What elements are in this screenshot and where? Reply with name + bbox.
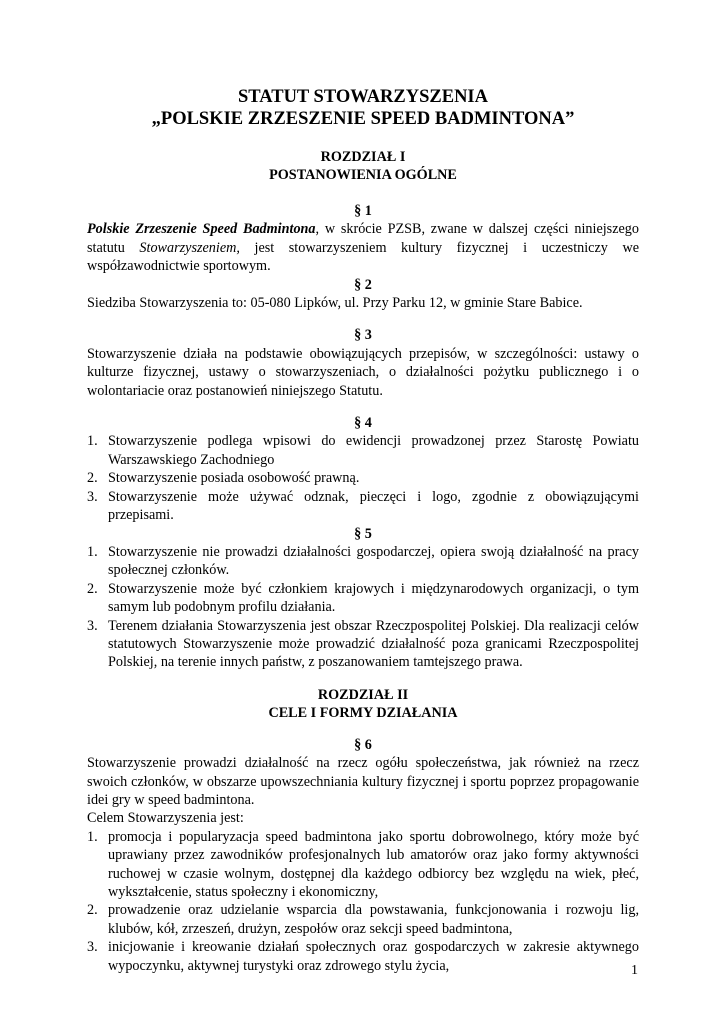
item-text: Stowarzyszenie podlega wpisowi do ewidencji prowadzonej przez Starostę Powiatu Warszawskiego Zachodniego <box>108 433 639 468</box>
list-item <box>87 617 639 672</box>
section-6-list <box>87 828 639 975</box>
section-1-heading: § 1 <box>354 203 372 219</box>
item-text: Stowarzyszenie może być członkiem krajowych i międzynarodowych organizacji, o tym samym lub podobnym profilu działania. <box>108 580 639 616</box>
item-text: inicjowanie i kreowanie działań społecznych oraz gospodarczych w zakresie aktywnego wypoczynku, aktywnej turystyki oraz zdrowego stylu życia, <box>108 939 639 974</box>
association-short-italic: Stowarzyszeniem, <box>139 239 240 256</box>
section-4-list <box>87 432 639 524</box>
section-5-list <box>87 543 639 672</box>
list-item <box>87 488 639 525</box>
item-text: Stowarzyszenie nie prowadzi działalności gospodarczej, opiera swoją działalność na pracy społecznej członków. <box>108 543 639 579</box>
list-item <box>87 828 639 902</box>
section-6-goal-label: Celem Stowarzyszenia jest: <box>87 810 244 827</box>
page-number: 1 <box>631 963 638 978</box>
association-name: Polskie Zrzeszenie Speed Badmintona <box>87 221 316 238</box>
section-1-text-a: , w skrócie PZSB, zwane w dalszej części niniejszego statutu <box>87 221 639 256</box>
list-item <box>87 938 639 975</box>
section-6-heading: § 6 <box>354 736 372 753</box>
chapter1-label: ROZDZIAŁ I <box>320 149 406 165</box>
item-number: 2. <box>87 580 98 597</box>
item-text: Terenem działania Stowarzyszenia jest obszar Rzeczpospolitej Polskiej. Dla realizacji celów statutowych Stowarzyszenie może prowadzić działalność poza granicami Rzeczpospolitej Polskiej, na terenie innych państw, z poszanowaniem tamtejszego prawa. <box>108 617 639 671</box>
document-title-line2: „POLSKIE ZRZESZENIE SPEED BADMINTONA” <box>151 109 575 129</box>
item-number: 1. <box>87 828 98 845</box>
item-number: 2. <box>87 902 98 919</box>
chapter1-name: POSTANOWIENIA OGÓLNE <box>269 167 457 183</box>
item-text: promocja i popularyzacja speed badmintona jako sportu dobrowolnego, który może być uprawiany przez zawodników profesjonalnych lub amatorów oraz jako formy aktywności ruchowej w czasie wolnym, dostępnej dla każdego odbiorcy bez względu na wiek, płeć, wykształcenie, status społeczny i ekonomiczny, <box>108 828 639 900</box>
item-number: 3. <box>87 939 98 956</box>
section-1-text <box>87 220 639 275</box>
item-number: 1. <box>87 433 98 450</box>
item-text: Stowarzyszenie może używać odznak, pieczęci i logo, zgodnie z obowiązującymi przepisami. <box>108 488 639 524</box>
item-number: 1. <box>87 543 98 560</box>
list-item <box>87 469 639 487</box>
section-1-text-b: jest stowarzyszeniem kultury fizycznej i uczestniczy we współzawodnictwie sportowym. <box>87 239 639 275</box>
item-number: 2. <box>87 470 98 487</box>
item-number: 3. <box>87 488 98 505</box>
section-2-heading: § 2 <box>354 276 372 293</box>
item-number: 3. <box>87 617 98 634</box>
section-2-text: Siedziba Stowarzyszenia to: 05-080 Lipków, ul. Przy Parku 12, w gminie Stare Babice. <box>87 295 583 312</box>
list-item <box>87 901 639 938</box>
list-item <box>87 580 639 617</box>
list-item <box>87 432 639 469</box>
section-5-heading: § 5 <box>354 525 372 542</box>
list-item <box>87 543 639 580</box>
item-text: Stowarzyszenie posiada osobowość prawną. <box>108 470 360 487</box>
chapter2-label: ROZDZIAŁ II <box>317 686 409 703</box>
item-text: prowadzenie oraz udzielanie wsparcia dla powstawania, funkcjonowania i rozwoju lig, klubów, kół, zrzeszeń, drużyn, zespołów oraz sekcji speed badmintona, <box>108 902 639 937</box>
section-3-text: Stowarzyszenie działa na podstawie obowiązujących przepisów, w szczególności: ustawy o kulturze fizycznej, ustawy o stowarzyszeniach, o działalności pożytku publicznego i o wolontariacie oraz postanowień niniejszego Statutu. <box>87 345 639 399</box>
document-body <box>87 86 639 975</box>
section-6-intro: Stowarzyszenie prowadzi działalność na rzecz ogółu społeczeństwa, jak również na rzecz swoich członków, w obszarze upowszechniania kultury fizycznej i sportu poprzez propagowanie idei gry w speed badmintona. <box>87 755 639 808</box>
section-3-heading: § 3 <box>354 327 372 344</box>
document-title-line1: STATUT STOWARZYSZENIA <box>237 87 488 107</box>
chapter2-name: CELE I FORMY DZIAŁANIA <box>268 704 458 721</box>
section-4-heading: § 4 <box>354 415 372 432</box>
